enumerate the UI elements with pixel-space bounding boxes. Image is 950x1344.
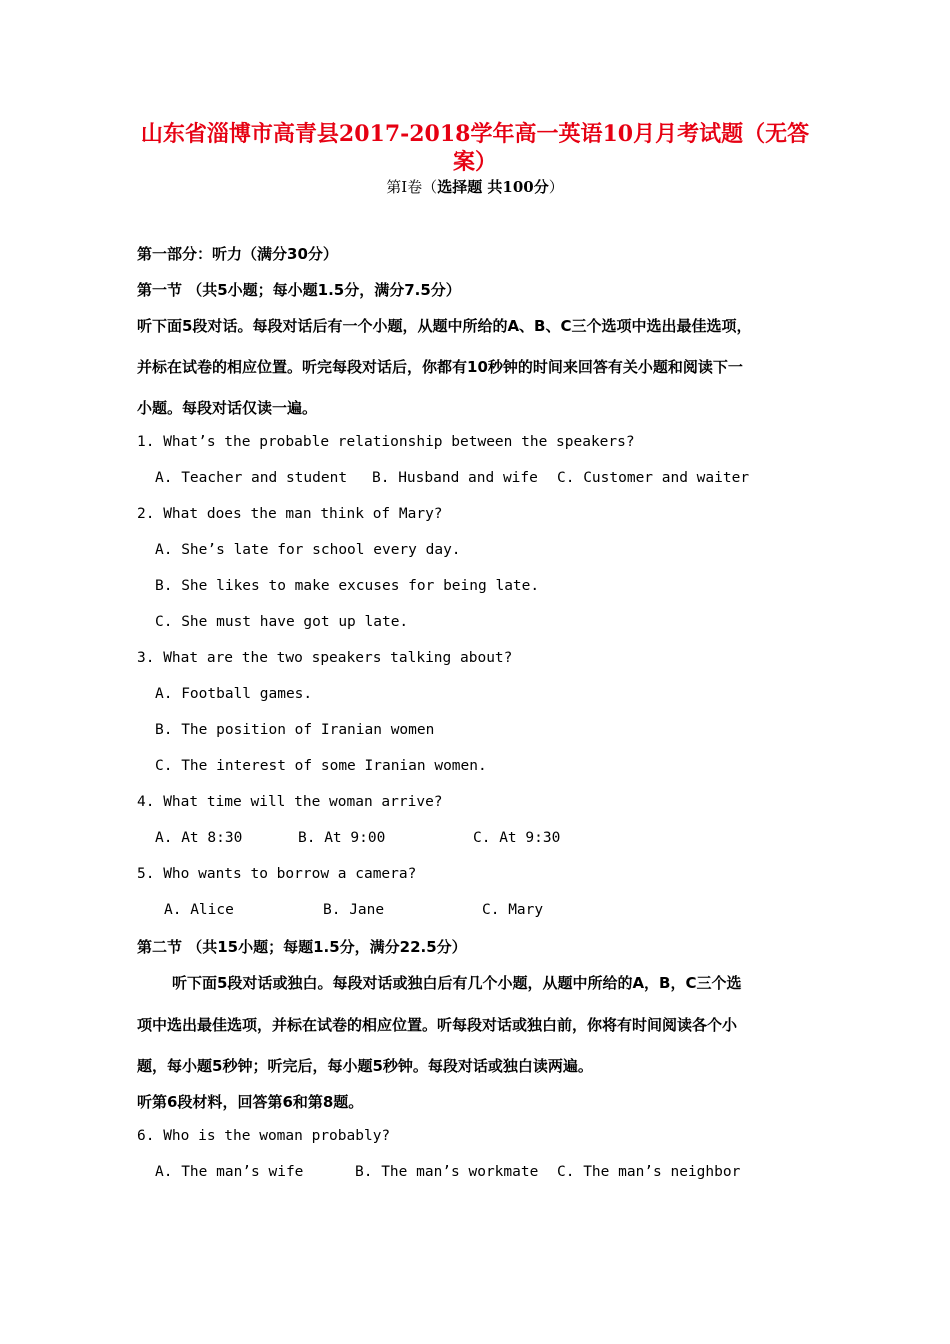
question-3-option-c: C. The interest of some Iranian women. <box>155 758 487 774</box>
section2-instruction-line: 项中选出最佳选项，并标在试卷的相应位置。听每段对话或独白前，你将有时间阅读各个小 <box>137 1016 738 1034</box>
question-6-option-a: A. The man’s wife <box>155 1164 304 1180</box>
question-4-option-c: C. At 9:30 <box>473 830 561 846</box>
section1-instruction-line: 听下面5段对话。每段对话后有一个小题，从题中所给的A、B、C三个选项中选出最佳选项， <box>137 317 752 335</box>
material-6-heading: 听第6段材料，回答第6和第8题。 <box>137 1093 364 1111</box>
question-6-stem: 6. Who is the woman probably? <box>137 1128 391 1144</box>
section2-heading: 第二节 （共15小题；每题1.5分，满分22.5分） <box>137 938 467 956</box>
question-1-option-c: C. Customer and waiter <box>557 470 750 486</box>
question-1-option-b: B. Husband and wife <box>372 470 538 486</box>
section1-instruction-line: 并标在试卷的相应位置。听完每段对话后，你都有10秒钟的时间来回答有关小题和阅读下一 <box>137 358 743 376</box>
question-4-stem: 4. What time will the woman arrive? <box>137 794 443 810</box>
section2-instruction-line: 听下面5段对话或独白。每段对话或独白后有几个小题，从题中所给的A，B，C三个选 <box>172 974 742 992</box>
question-1-stem: 1. What’s the probable relationship between the speakers? <box>137 434 635 450</box>
subtitle-prefix: 第I卷（ <box>386 178 438 196</box>
question-2-option-c: C. She must have got up late. <box>155 614 409 630</box>
exam-title-line-1: 山东省淄博市高青县2017-2018学年高一英语10月月考试题（无答 <box>140 121 810 147</box>
subtitle-suffix: ） <box>548 178 564 196</box>
question-4-option-a: A. At 8:30 <box>155 830 243 846</box>
question-6-option-b: B. The man’s workmate <box>355 1164 539 1180</box>
volume-subtitle <box>0 176 950 197</box>
question-5-option-b: B. Jane <box>323 902 385 918</box>
question-6-option-c: C. The man’s neighbor <box>557 1164 741 1180</box>
question-5-option-a: A. Alice <box>164 902 234 918</box>
question-2-stem: 2. What does the man think of Mary? <box>137 506 443 522</box>
exam-title <box>100 120 850 176</box>
section1-instruction-line: 小题。每段对话仅读一遍。 <box>137 399 318 417</box>
exam-title-line-2: 案） <box>452 149 497 175</box>
question-3-stem: 3. What are the two speakers talking about? <box>137 650 513 666</box>
question-4-option-b: B. At 9:00 <box>298 830 386 846</box>
part1-heading: 第一部分：听力（满分30分） <box>137 245 338 263</box>
question-5-stem: 5. Who wants to borrow a camera? <box>137 866 417 882</box>
question-1-option-a: A. Teacher and student <box>155 470 348 486</box>
question-3-option-a: A. Football games. <box>155 686 313 702</box>
question-2-option-a: A. She’s late for school every day. <box>155 542 461 558</box>
question-2-option-b: B. She likes to make excuses for being late. <box>155 578 540 594</box>
subtitle-bold: 选择题 共100分 <box>437 178 549 196</box>
question-3-option-b: B. The position of Iranian women <box>155 722 435 738</box>
section1-heading: 第一节 （共5小题；每小题1.5分，满分7.5分） <box>137 281 461 299</box>
question-5-option-c: C. Mary <box>482 902 544 918</box>
section2-instruction-line: 题，每小题5秒钟；听完后，每小题5秒钟。每段对话或独白读两遍。 <box>137 1057 593 1075</box>
